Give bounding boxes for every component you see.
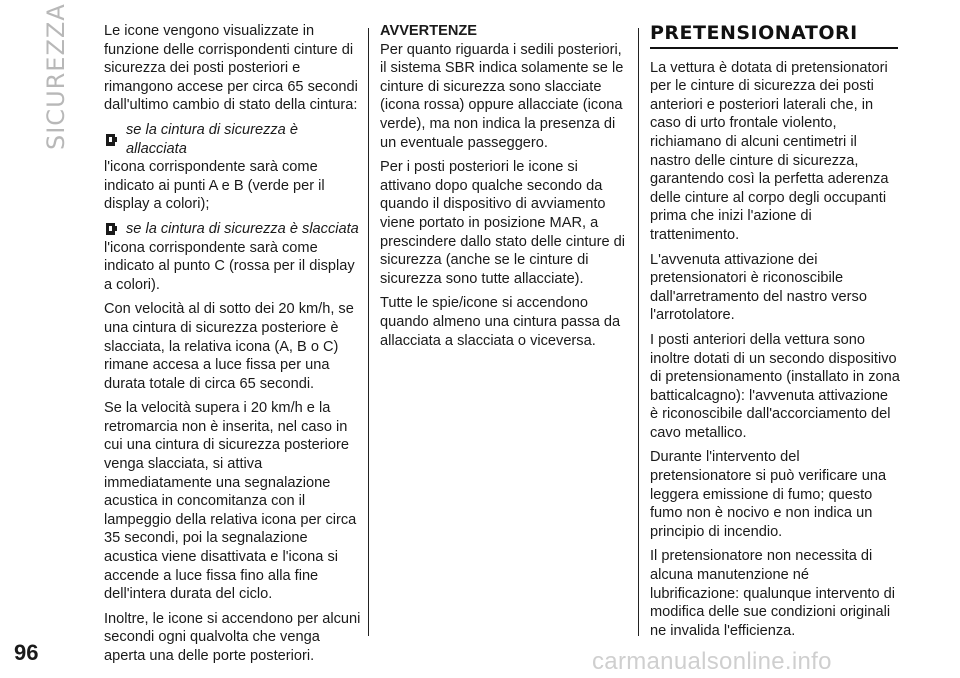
section-side-label: SICUREZZA [42,3,70,150]
column-3 [650,22,900,646]
col1-paragraph-1: Le icone vengono visualizzate in funzione delle corrispondenti cinture di sicurezza dei posti posteriori e rimangono accese per circa 65 secondi dall'ultimo cambio di stato della cintura: [104,23,358,114]
column-divider-2 [638,28,639,636]
warnings-heading: AVVERTENZE [380,23,478,39]
page-number: 96 [14,640,39,665]
col3-paragraph-4: Durante l'intervento del pretensionatore si può verificare una leggera emissione di fumo; questo fumo non è nocivo e non indica un principio di incendio. [650,449,887,540]
section-heading-pretensionatori: PRETENSIONATORI [650,24,898,49]
col1-paragraph-2: Con velocità al di sotto dei 20 km/h, se una cintura di sicurezza posteriore è slacciata, la relativa icona (A, B o C) rimane accesa a luce fissa per una durata totale di circa 65 secondi. [104,301,354,392]
watermark: carmanualsonline.info [592,648,832,675]
column-divider-1 [368,28,369,636]
col3-paragraph-3: I posti anteriori della vettura sono inoltre dotati di un secondo dispositivo di pretensionamento (installato in zona batticalcagno): l'avvenuta attivazione è riconoscibile dall'accorciamento del cavo metallico. [650,331,900,441]
col3-paragraph-1: La vettura è dotata di pretensionatori per le cinture di sicurezza dei posti anteriori e posteriori laterali che, in caso di urto frontale violento, richiamano di alcuni centimetri il nastro delle cinture di sicurezza, garantendo così la perfetta aderenza delle cinture al corpo degli occupanti prima che inizi l'azione di trattenimento. [650,59,889,243]
col1-paragraph-4: Inoltre, le icone si accendono per alcuni secondi ogni qualvolta che venga aperta una delle porte posteriori. [104,610,361,664]
belt-fastened-label: se la cintura di sicurezza è allacciata [126,121,298,157]
col2-paragraph-3: Tutte le spie/icone si accendono quando almeno una cintura passa da allacciata a slacciata o viceversa. [380,295,621,349]
col2-paragraph-1: Per quanto riguarda i sedili posteriori, il sistema SBR indica solamente se le cinture di sicurezza sono slacciate (icona rossa) oppure allacciate (icona verde), ma non indica la presenza di un eventuale passeggero. [380,41,624,151]
seat-belt-unfastened-icon [104,222,120,236]
seat-belt-fastened-icon [104,133,120,147]
col3-paragraph-2: L'avvenuta attivazione dei pretensionatori è riconoscibile dall'arretramento del nastro verso l'arrotolatore. [650,251,867,324]
column-1 [104,22,362,672]
col2-paragraph-2: Per i posti posteriori le icone si attivano dopo qualche secondo da quando il dispositivo di avviamento viene portato in posizione MAR, a prescindere dallo stato delle cinture di sicurezza (anche se le cinture di sicurezza sono tutte allacciate). [380,159,625,287]
col1-paragraph-3: Se la velocità supera i 20 km/h e la retromarcia non è inserita, nel caso in cui una cintura di sicurezza posteriore venga slacciata, si attiva immediatamente una segnalazione acustica in concomitanza con il lampeggio della relativa icona per circa 35 secondi, poi la segnalazione acustica viene disattivata e l'icona si accende a luce fissa fino alla fine dell'intera durata del ciclo. [104,400,357,603]
col1-item1-text: l'icona corrispondente sarà come indicato ai punti A e B (verde per il display a colori); [104,159,325,213]
column-2 [380,22,630,356]
belt-unfastened-label: se la cintura di sicurezza è slacciata [126,220,359,237]
belt-fastened-item [104,121,362,158]
col1-item2-text: l'icona corrispondente sarà come indicato al punto C (rossa per il display a colori). [104,239,355,293]
belt-unfastened-item [104,220,362,239]
col3-paragraph-5: Il pretensionatore non necessita di alcuna manutenzione né lubrificazione: qualunque intervento di modifica delle sue condizioni originali ne invalida l'efficienza. [650,548,896,639]
